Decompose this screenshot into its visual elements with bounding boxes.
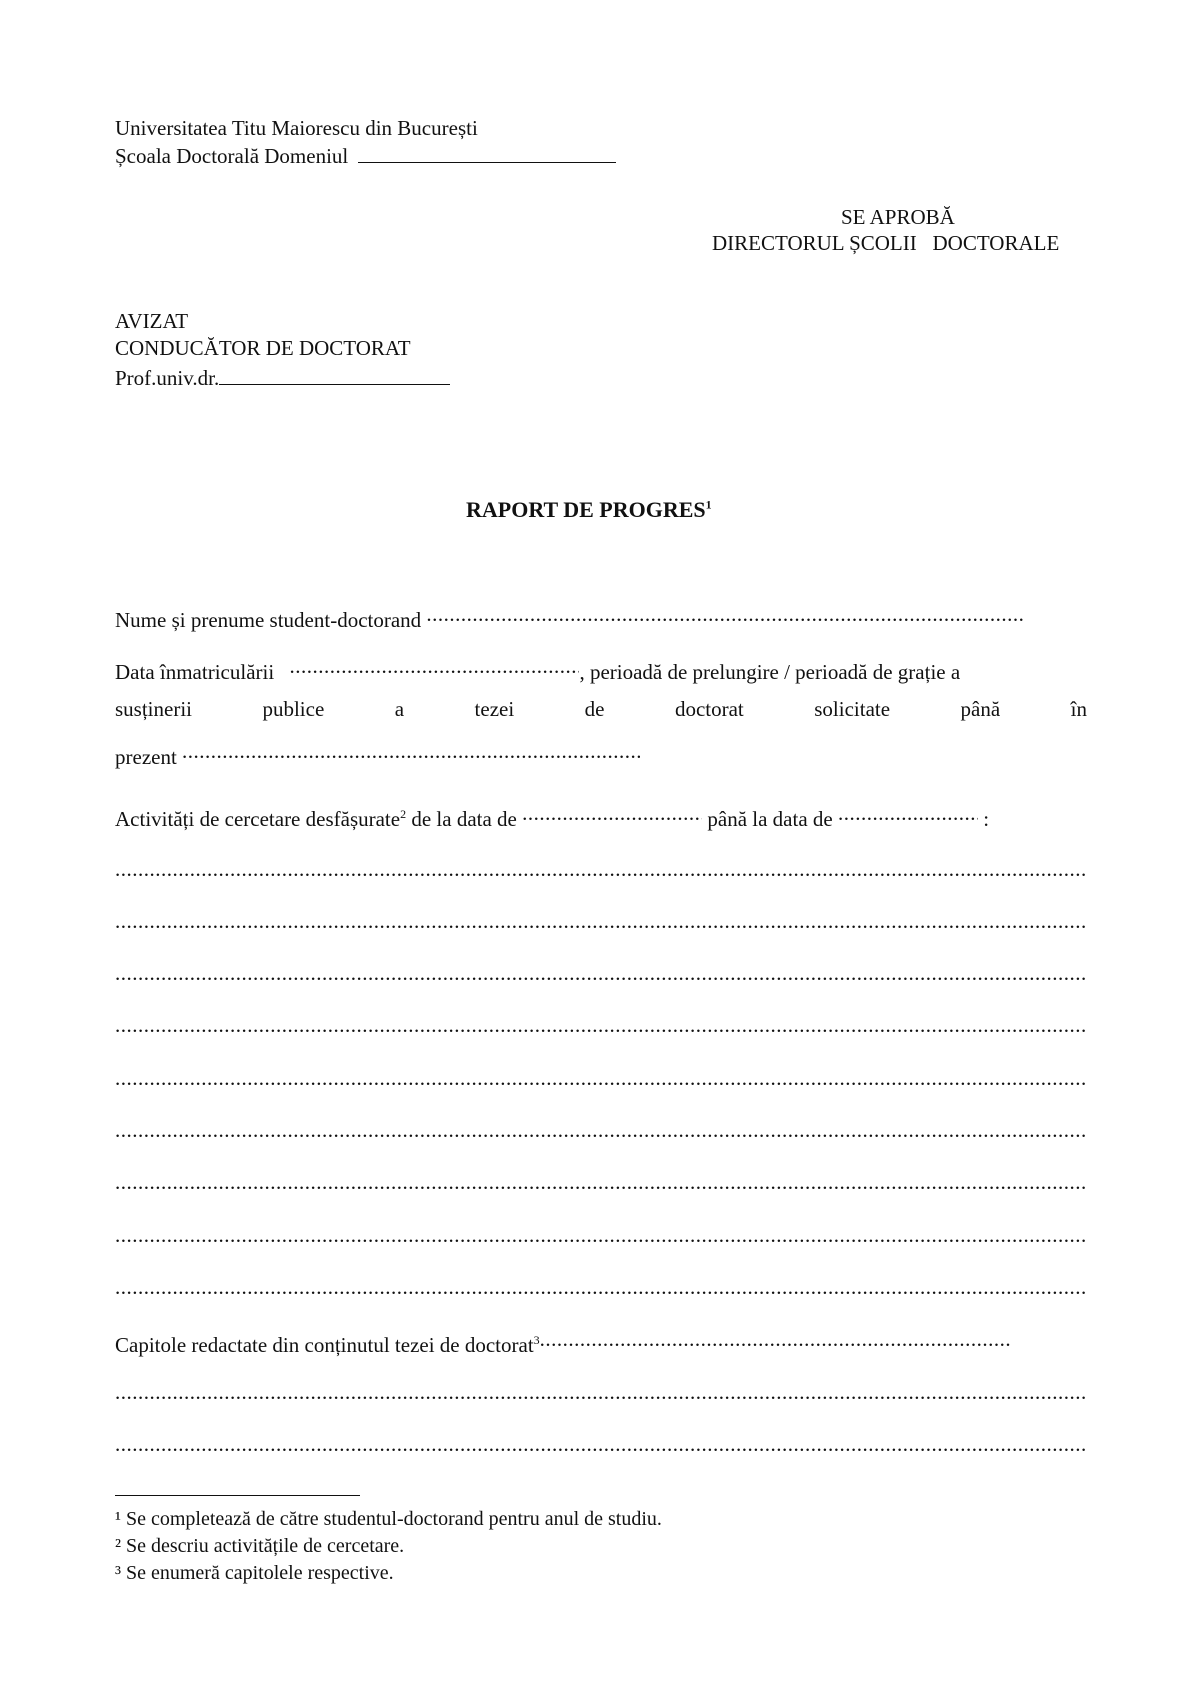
activities-line-7[interactable] xyxy=(115,1170,1085,1195)
student-name-field[interactable] xyxy=(426,602,1024,627)
approval-heading: SE APROBĂ xyxy=(841,205,955,229)
footnote-ref-3: 3 xyxy=(533,1333,540,1347)
footnote-ref-1: 1 xyxy=(705,497,712,512)
footnote-2: ² Se descriu activitățile de cercetare. xyxy=(115,1535,405,1557)
activities-line-9[interactable] xyxy=(115,1275,1085,1300)
activities-to-label: până la data de xyxy=(707,807,833,831)
supervisor-line xyxy=(115,366,450,391)
activities-line-4[interactable] xyxy=(115,1013,1085,1038)
activities-colon: : xyxy=(983,807,990,831)
student-name-row xyxy=(115,602,1024,633)
footnote-separator xyxy=(115,1495,360,1496)
word-1: publice xyxy=(262,697,325,721)
activities-row xyxy=(115,801,989,832)
chapters-line-2[interactable] xyxy=(115,1432,1085,1457)
chapters-label: Capitole redactate din conținutul tezei de doctorat xyxy=(115,1333,534,1357)
present-label: prezent xyxy=(115,745,177,769)
footnote-ref-2: 2 xyxy=(400,807,407,821)
word-7: până xyxy=(960,697,1001,721)
activities-line-6[interactable] xyxy=(115,1118,1085,1143)
endorsement-heading: AVIZAT xyxy=(115,309,189,333)
approval-director: DIRECTORUL ȘCOLII DOCTORALE xyxy=(712,231,1060,255)
doctoral-school-label: Școala Doctorală Domeniul xyxy=(115,144,349,168)
supervisor-blank-field[interactable] xyxy=(219,366,450,385)
word-8: în xyxy=(1070,697,1087,721)
enrollment-rest-text: , perioadă de prelungire / perioadă de grație a xyxy=(579,660,961,684)
student-name-label: Nume și prenume student-doctorand xyxy=(115,608,422,632)
enrollment-date-field[interactable] xyxy=(289,654,579,679)
word-0: susținerii xyxy=(115,697,192,721)
word-5: doctorat xyxy=(674,697,744,721)
activities-line-2[interactable] xyxy=(115,909,1085,934)
word-4: de xyxy=(584,697,605,721)
supervisor-title: Prof.univ.dr. xyxy=(115,366,220,390)
chapters-field[interactable] xyxy=(540,1327,1010,1352)
document-title-text: RAPORT DE PROGRES xyxy=(466,497,706,522)
document-title xyxy=(466,497,712,523)
activities-from-label: de la data de xyxy=(411,807,517,831)
word-2: a xyxy=(394,697,405,721)
activities-line-8[interactable] xyxy=(115,1223,1085,1248)
enrollment-row-3 xyxy=(115,739,640,770)
activities-from-field[interactable] xyxy=(522,801,702,826)
enrollment-row-2 xyxy=(115,697,1087,722)
activities-to-field[interactable] xyxy=(838,801,978,826)
activities-label: Activități de cercetare desfășurate xyxy=(115,807,401,831)
university-name: Universitatea Titu Maiorescu din București xyxy=(115,116,478,140)
enrollment-label: Data înmatriculării xyxy=(115,660,275,684)
enrollment-row-1 xyxy=(115,654,1087,685)
activities-line-5[interactable] xyxy=(115,1066,1085,1091)
word-6: solicitate xyxy=(814,697,891,721)
footnote-3: ³ Se enumeră capitolele respective. xyxy=(115,1562,394,1584)
word-3: tezei xyxy=(474,697,515,721)
doctoral-school-line xyxy=(115,144,616,169)
activities-line-1[interactable] xyxy=(115,857,1085,882)
activities-line-3[interactable] xyxy=(115,961,1085,986)
extension-field[interactable] xyxy=(182,739,640,764)
chapters-line-1[interactable] xyxy=(115,1380,1085,1405)
domain-blank-field[interactable] xyxy=(358,144,616,163)
endorsement-role: CONDUCĂTOR DE DOCTORAT xyxy=(115,336,411,360)
chapters-row xyxy=(115,1327,1010,1358)
footnote-1: ¹ Se completează de către studentul-doctorand pentru anul de studiu. xyxy=(115,1508,662,1530)
